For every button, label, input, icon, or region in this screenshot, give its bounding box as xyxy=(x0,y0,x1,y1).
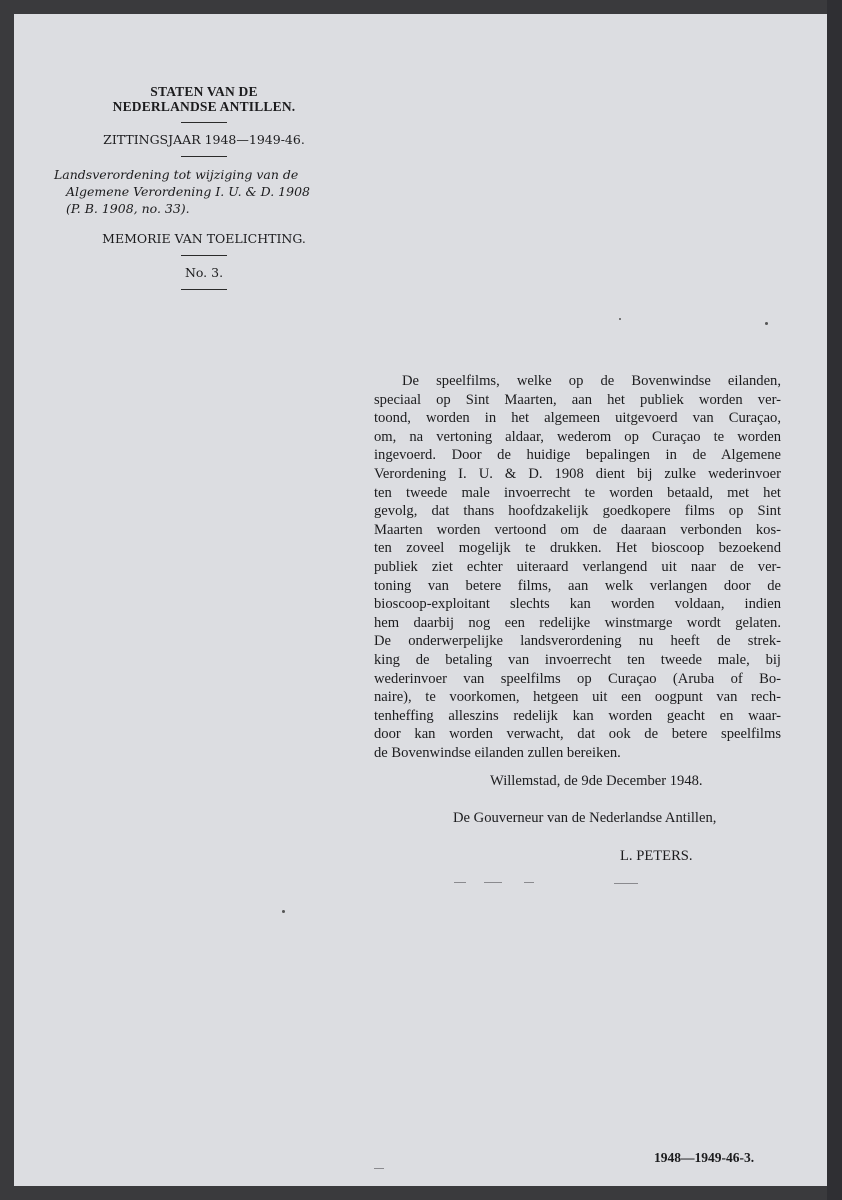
paper-speck xyxy=(282,910,285,913)
body-line: ten tweede male invoerrecht te worden betaald, met het xyxy=(374,484,781,501)
scan-mark xyxy=(454,882,466,883)
body-line: de Bovenwindse eilanden zullen bereiken. xyxy=(374,744,621,761)
body-line: wederinvoer van speelfilms op Curaçao (Aruba of Bo- xyxy=(374,670,781,687)
scan-edge xyxy=(827,0,842,1200)
scan-mark xyxy=(374,1168,384,1169)
body-line: publiek ziet echter uiteraard verlangend uit naar de ver- xyxy=(374,558,781,575)
body-line: ingevoerd. Door de huidige bepalingen in de Algemene xyxy=(374,447,781,464)
issuer-title-line-1: STATEN VAN DE xyxy=(150,84,258,99)
subject-line-2: Algemene Verordening I. U. & D. 1908 xyxy=(66,184,310,199)
subject-line-1: Landsverordening tot wijziging van de xyxy=(54,167,299,182)
paper-speck xyxy=(765,322,768,325)
scan-mark xyxy=(524,882,534,883)
document-reference-code: 1948—1949-46-3. xyxy=(654,1150,755,1165)
header-divider xyxy=(181,156,227,157)
document-page xyxy=(14,14,827,1186)
body-line: De onderwerpelijke landsverordening nu heeft de strek- xyxy=(374,633,781,650)
document-type: MEMORIE VAN TOELICHTING. xyxy=(102,231,306,246)
body-line: De speelfilms, welke op de Bovenwindse eilanden, xyxy=(402,373,781,389)
body-line: naire), te voorkomen, hetgeen uit een oogpunt van rech- xyxy=(374,689,781,706)
body-line: tenheffing alleszins redelijk kan worden geacht en waar- xyxy=(374,707,781,724)
body-line: bioscoop-exploitant slechts kan worden voldaan, indien xyxy=(374,596,781,613)
place-and-date: Willemstad, de 9de December 1948. xyxy=(490,773,703,789)
subject xyxy=(54,166,354,217)
body-line: Verordening I. U. & D. 1908 dient bij zulke wederinvoer xyxy=(374,465,781,482)
scan-mark xyxy=(484,882,502,883)
body-line: toond, worden in het algemeen uitgevoerd van Curaçao, xyxy=(374,410,781,427)
document-header xyxy=(54,84,354,299)
body-line: ten zoveel mogelijk te drukken. Het bioscoop bezoekend xyxy=(374,540,781,557)
body-line: gevolg, dat thans hoofdzakelijk goedkopere films op Sint xyxy=(374,503,781,520)
scan-mark xyxy=(614,883,638,884)
subject-line-3: (P. B. 1908, no. 33). xyxy=(66,201,190,216)
body-line: Maarten worden vertoond om de daaraan verbonden kos- xyxy=(374,521,781,538)
body-line: speciaal op Sint Maarten, aan het publiek worden ver- xyxy=(374,391,781,408)
body-line: om, na vertoning aldaar, wederom op Curaçao te worden xyxy=(374,428,781,445)
body-line: hem daarbij nog een redelijke winstmarge wordt gelaten. xyxy=(374,614,781,631)
body-line: king de betaling van invoerrecht ten tweede male, bij xyxy=(374,651,781,668)
document-number: No. 3. xyxy=(184,265,224,280)
issuer-title-line-2: NEDERLANDSE ANTILLEN. xyxy=(112,99,296,114)
signatory-title: De Gouverneur van de Nederlandse Antillen, xyxy=(453,810,717,826)
session-year: ZITTINGSJAAR 1948—1949-46. xyxy=(103,132,305,147)
header-divider xyxy=(181,289,227,290)
header-divider xyxy=(181,255,227,256)
explanatory-memorandum-text xyxy=(374,372,781,762)
signatory-name: L. PETERS. xyxy=(620,848,693,864)
paper-speck xyxy=(619,318,621,320)
body-line: door kan worden verwacht, dat ook de betere speelfilms xyxy=(374,726,781,743)
body-line: toning van betere films, aan welk verlangen door de xyxy=(374,577,781,594)
header-divider xyxy=(181,122,227,123)
